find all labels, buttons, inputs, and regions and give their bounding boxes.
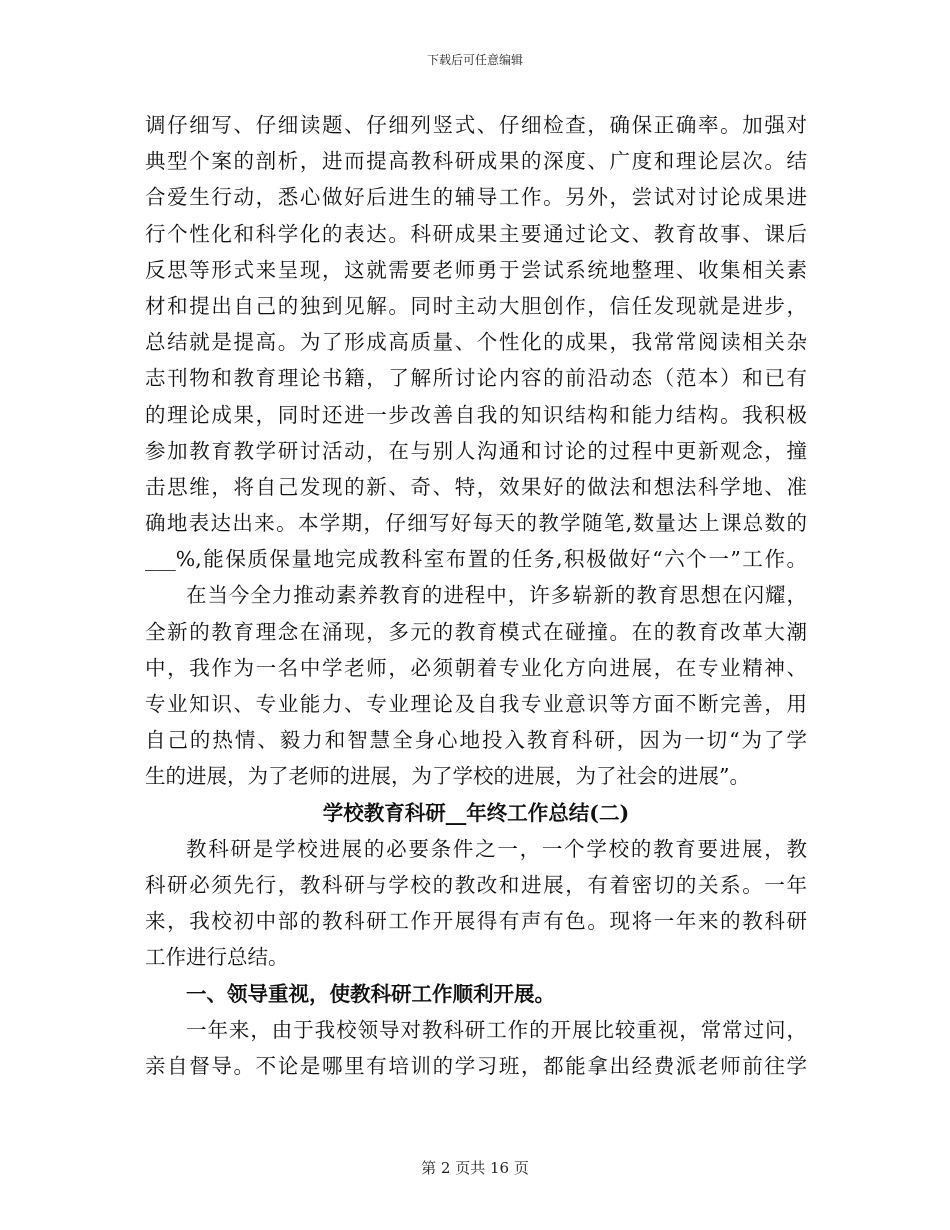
text-line: 的理论成果，同时还进一步改善自我的知识结构和能力结构。我积极 — [145, 402, 807, 427]
text-line: 调仔细写、仔细读题、仔细列竖式、仔细检查，确保正确率。加强对 — [145, 113, 807, 137]
paragraph-2 — [145, 577, 807, 794]
text-line: ___%,能保质保量地完成教科室布置的任务,积极做好“六个一”工作。 — [145, 547, 807, 572]
text-line: 工作进行总结。 — [145, 945, 289, 970]
page-footer: 第 2 页共 16 页 — [421, 1159, 529, 1177]
text-line: 典型个案的剖析，进而提高教科研成果的深度、广度和理论层次。结 — [145, 149, 807, 174]
text-line: 中，我作为一名中学老师，必须朝着专业化方向进展，在专业精神、 — [145, 655, 807, 680]
text-line: 合爱生行动，悉心做好后进生的辅导工作。另外，尝试对讨论成果进 — [145, 185, 807, 210]
text-line: 反思等形式来呈现，这就需要老师勇于尝试系统地整理、收集相关素 — [145, 257, 807, 282]
text-line: 亲自督导。不论是哪里有培训的学习班，都能拿出经费派老师前往学 — [145, 1053, 807, 1078]
text-line: 击思维，将自己发现的新、奇、特，效果好的做法和想法科学地、准 — [145, 474, 807, 499]
text-line: 生的进展，为了老师的进展，为了学校的进展，为了社会的进展”。 — [145, 764, 750, 789]
text-line: 确地表达出来。本学期，仔细写好每天的教学随笔,数量达上课总数的 — [145, 511, 807, 536]
text-line: 科研必须先行，教科研与学校的教改和进展，有着密切的关系。一年 — [145, 872, 807, 897]
text-line: 总结就是提高。为了形成高质量、个性化的成果，我常常阅读相关杂 — [145, 330, 807, 355]
text-line: 全新的教育理念在涌现，多元的教育模式在碰撞。在的教育改革大潮 — [145, 619, 807, 644]
text-line: 自己的热情、毅力和智慧全身心地投入教育科研，因为一切“为了学 — [145, 728, 807, 753]
text-line: 专业知识、专业能力、专业理论及自我专业意识等方面不断完善，用 — [145, 692, 807, 716]
text-line: 参加教育教学研讨活动，在与别人沟通和讨论的过程中更新观念，撞 — [145, 438, 807, 463]
text-line: 来，我校初中部的教科研工作开展得有声有色。现将一年来的教科研 — [145, 909, 807, 934]
text-line: 材和提出自己的独到见解。同时主动大胆创作，信任发现就是进步， — [145, 293, 807, 318]
paragraph-3 — [145, 831, 807, 976]
document-body — [145, 107, 807, 1084]
text-line: 一年来，由于我校领导对教科研工作的开展比较重视，常常过问， — [186, 1017, 807, 1042]
text-line: 志刊物和教育理论书籍，了解所讨论内容的前沿动态（范本）和已有 — [145, 366, 807, 391]
text-line: 教科研是学校进展的必要条件之一，一个学校的教育要进展，教 — [186, 836, 807, 861]
paragraph-1 — [145, 107, 807, 577]
subheading: 一、领导重视，使教科研工作顺利开展。 — [186, 981, 555, 1006]
text-line: 在当今全力推动素养教育的进程中，许多崭新的教育思想在闪耀， — [186, 583, 807, 608]
paragraph-4 — [145, 1012, 807, 1084]
page-header: 下载后可任意编辑 — [426, 53, 523, 67]
section-title: 学校教育科研__年终工作总结(二) — [322, 800, 630, 825]
text-line: 行个性化和科学化的表达。科研成果主要通过论文、教育故事、课后 — [145, 221, 807, 246]
